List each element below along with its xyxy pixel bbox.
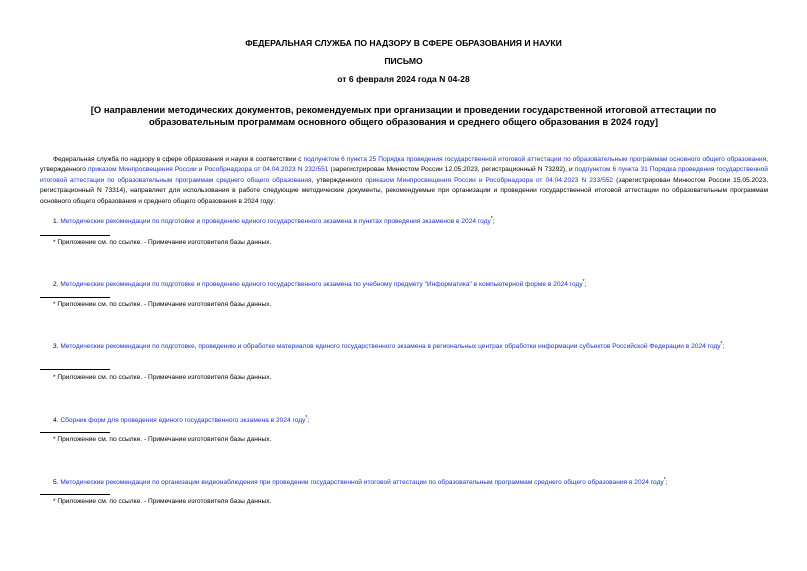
footnote-1: * Приложение см. по ссылке. - Примечание изготовителя базы данных. (53, 239, 272, 246)
item-end: ; (584, 281, 587, 288)
footnote-divider (40, 494, 110, 495)
item-number: 5. (53, 479, 61, 486)
list-item-4 (40, 416, 768, 426)
document-type: ПИСЬМО (384, 56, 423, 66)
item-link-3[interactable]: Методические рекомендации по подготовке, проведению и обработке материалов единого государственного экзамена в региональных центрах обработки информации субъектов Российской Федерации в 2024 году (60, 343, 721, 350)
link-order-232-551[interactable]: приказом Минпросвещения России и Рособрнадзора от 04.04.2023 N 232/551 (87, 166, 329, 174)
footnote-mark: * (490, 215, 493, 222)
item-number: 1. (53, 218, 61, 225)
intro-text: (зарегистрирован Минюстом России 15.05.2023, регистрационный N 73314), направляет для использования в работе следующие методические документы, рекомендуемые при организации и проведении государственной итоговой аттестации по образовательным программам основного общего образования и среднего общего образования в 2024 году: (40, 176, 768, 205)
footnote-mark: * (720, 340, 723, 347)
footnote-2: * Приложение см. по ссылке. - Примечание изготовителя базы данных. (53, 301, 272, 308)
link-order-233-552[interactable]: приказом Минпросвещения России и Рособрнадзора от 04.04.2023 N 233/552 (365, 176, 614, 184)
intro-text: (зарегистрирован Минюстом России 12.05.2023, регистрационный N 73292), и (328, 166, 575, 174)
link-order-ooo-clause[interactable]: подпунктом 6 пункта 25 Порядка проведения государственной итоговой аттестации по образовательным программам основного общего образования (303, 156, 767, 163)
item-end: ; (722, 343, 725, 350)
footnote-divider (40, 297, 110, 298)
item-link-5[interactable]: Методические рекомендации по организации видеонаблюдения при проведении государственной итоговой аттестации по образовательным программам среднего общего образования в 2024 году (60, 479, 664, 486)
footnote-divider (40, 369, 110, 370)
document-subject: [О направлении методических документов, рекомендуемых при организации и проведении государственной итоговой аттестации по образовательным программам основного общего образования и среднего общего образования в 2024 году] (90, 104, 717, 127)
footnote-4: * Приложение см. по ссылке. - Примечание изготовителя базы данных. (53, 436, 272, 443)
footnote-mark: * (663, 476, 666, 483)
item-number: 3. (53, 343, 61, 350)
footnote-mark: * (582, 278, 585, 285)
footnote-3: * Приложение см. по ссылке. - Примечание изготовителя базы данных. (53, 374, 272, 381)
item-end: ; (492, 218, 495, 225)
intro-text: Федеральная служба по надзору в сфере образования и науки в соответствии с (53, 156, 304, 163)
list-item-3 (40, 342, 768, 352)
intro-paragraph (40, 155, 768, 207)
intro-text: , утвержденного (311, 176, 366, 184)
list-item-5 (40, 478, 768, 488)
item-number: 2. (53, 281, 61, 288)
footnote-divider (40, 432, 110, 433)
list-item-1 (40, 217, 768, 227)
item-link-1[interactable]: Методические рекомендации по подготовке и проведению единого государственного экзамена в пунктах проведения экзаменов в 2024 году (60, 218, 491, 225)
item-number: 4. (53, 417, 61, 424)
document-date-number: от 6 февраля 2024 года N 04-28 (337, 74, 470, 84)
intro-text: , утвержденного (40, 156, 769, 174)
item-link-4[interactable]: Сборник форм для проведения единого государственного экзамена в 2024 году (60, 417, 306, 424)
footnote-divider (40, 235, 110, 236)
link-order-soo-clause[interactable]: подпунктом 6 пункта 31 Порядка проведения государственной итоговой аттестации по образовательным программам среднего общего образования (40, 166, 768, 184)
list-item-2 (40, 280, 768, 290)
footnote-mark: * (305, 414, 308, 421)
item-link-2[interactable]: Методические рекомендации по подготовке и проведению единого государственного экзамена по учебному предмету "Информатика" в компьютерной форме в 2024 году (60, 281, 583, 288)
item-end: ; (307, 417, 310, 424)
agency-title: ФЕДЕРАЛЬНАЯ СЛУЖБА ПО НАДЗОРУ В СФЕРЕ ОБРАЗОВАНИЯ И НАУКИ (245, 38, 562, 48)
item-end: ; (665, 479, 668, 486)
footnote-5: * Приложение см. по ссылке. - Примечание изготовителя базы данных. (53, 498, 272, 505)
